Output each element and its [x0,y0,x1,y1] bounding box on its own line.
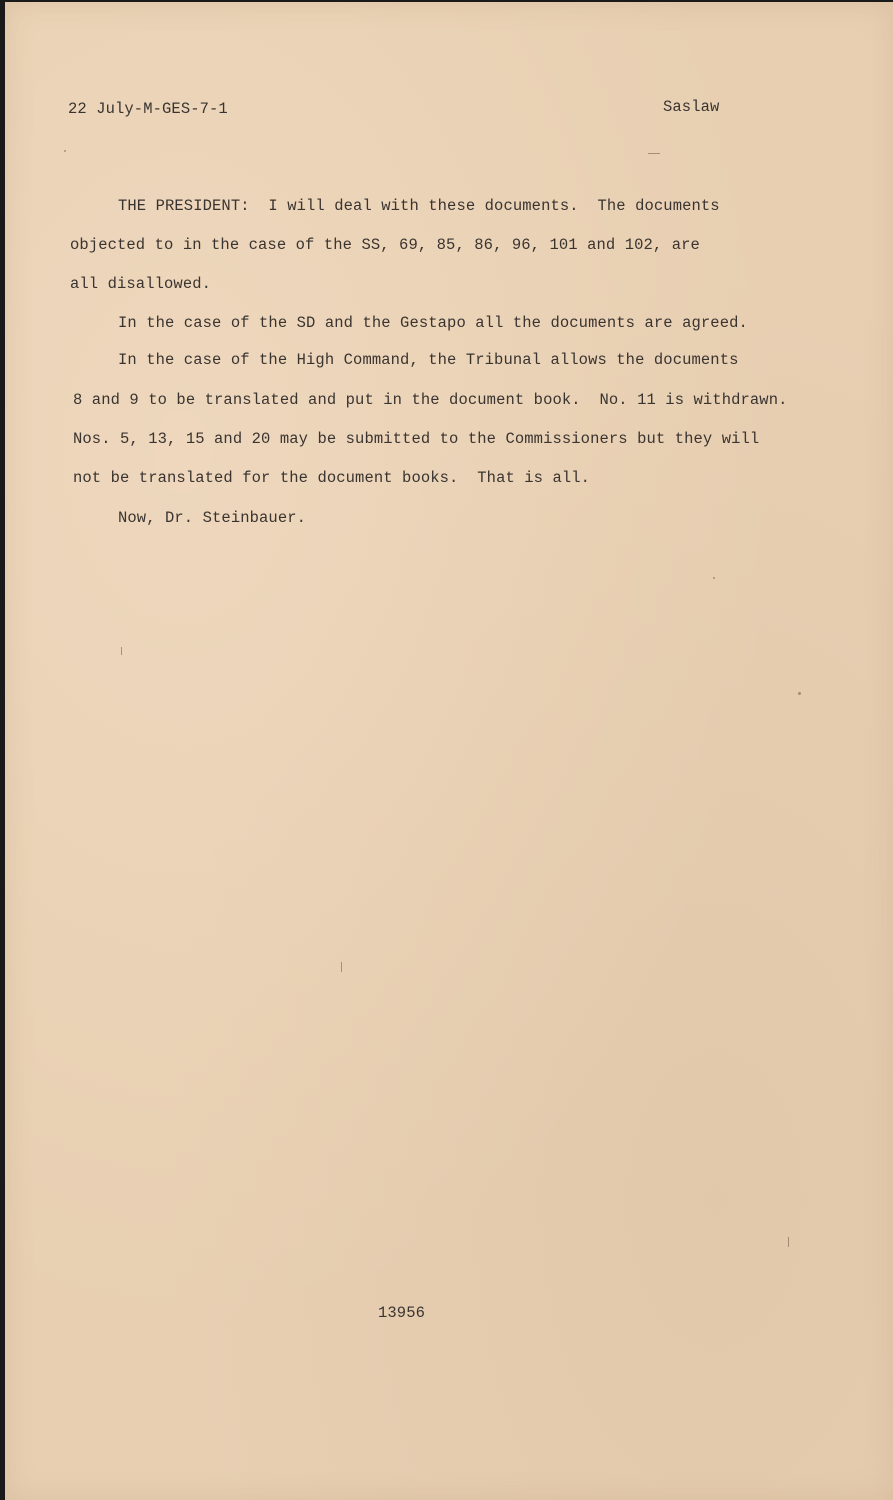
body-line: 8 and 9 to be translated and put in the document book. No. 11 is withdrawn. [73,391,788,409]
body-line: Nos. 5, 13, 15 and 20 may be submitted to the Commissioners but they will [73,430,760,448]
body-line: In the case of the High Command, the Tribunal allows the documents [118,351,739,369]
body-line: In the case of the SD and the Gestapo all the documents are agreed. [118,314,748,332]
document-page [5,2,893,1500]
document-reference: 22 July-M-GES-7-1 [68,100,228,118]
paper-speck [788,1237,789,1247]
paper-speck [121,647,122,655]
body-line: not be translated for the document books. That is all. [73,469,591,487]
body-line: objected to in the case of the SS, 69, 85, 86, 96, 101 and 102, are [70,236,700,254]
paper-speck [798,692,801,695]
body-line: Now, Dr. Steinbauer. [118,509,307,527]
paper-speck [648,153,660,154]
reporter-name: Saslaw [663,98,720,116]
page-number: 13956 [378,1304,426,1322]
body-line: THE PRESIDENT: I will deal with these documents. The documents [118,197,720,215]
paper-speck [713,577,715,579]
paper-speck [64,150,66,152]
paper-speck [341,962,342,972]
body-line: all disallowed. [70,275,212,293]
